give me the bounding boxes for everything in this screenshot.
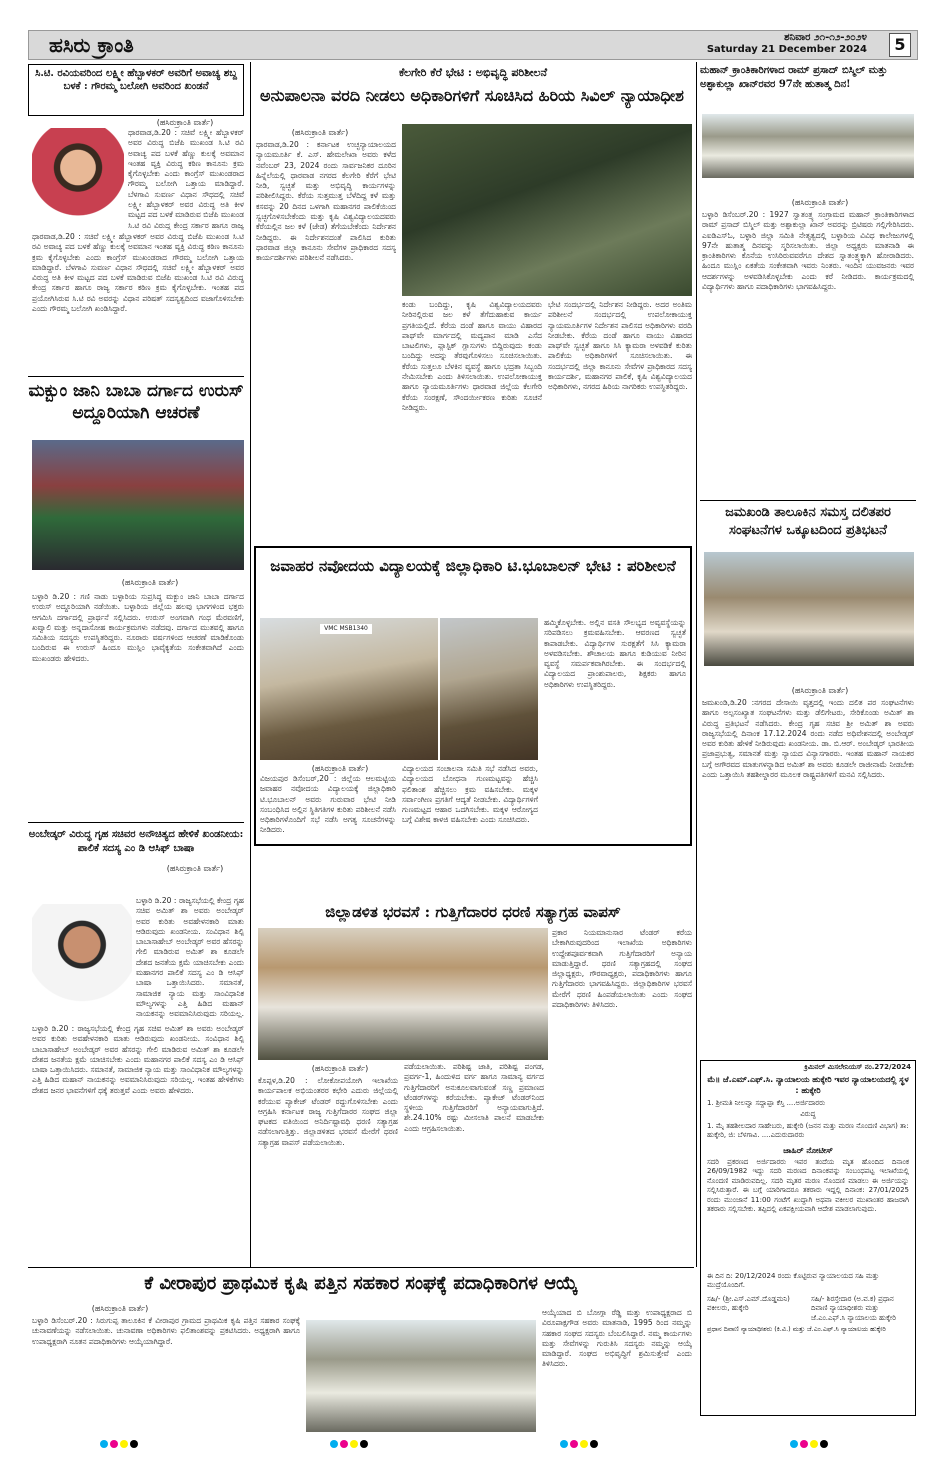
bottom-story-body-left: ಬಳ್ಳಾರಿ ಡಿಸೆಂಬರ್.20 : ಸಿರುಗುಪ್ಪ ತಾಲೂಕಿನ ಕೆ ವೀರಾಪುರ ಗ್ರಾಮದ ಪ್ರಾಥಮಿಕ ಕೃಷಿ ಪತ್ತಿನ ಸಹಕಾರ ಸಂಘಕ್ಕೆ ಚುನಾವಣೆಯನ್ನು ನಡೆಸಲಾಯಿತು. ಚುನಾವಣಾ ಅಧಿಕಾರಿಗಳು ಫಲಿತಾಂಶವನ್ನು ಪ್ರಕಟಿಸಿದರು. ಅಧ್ಯಕ್ಷರಾಗಿ ಹಾಗೂ ಉಪಾಧ್ಯಕ್ಷರಾಗಿ ನೂತನ ಪದಾಧಿಕಾರಿಗಳು ಆಯ್ಕೆಯಾಗಿದ್ದಾರೆ.: [32, 1316, 300, 1346]
col1-story3-credit: (ಹಸಿರುಕ್ರಾಂತಿ ವಾರ್ತೆ): [166, 864, 224, 873]
divider: [28, 376, 244, 377]
registration-dot: [100, 1440, 108, 1448]
dargah-urus-photo: [32, 440, 244, 570]
notice-item-1: 1. ಶ್ರೀಮತಿ ನೀಲವ್ವಾ ಸದ್ದಾಪ್ಪಾ ಕೆಸ್ತಿ ....ಅರ್ಜಿದಾರರು: [707, 1098, 826, 1107]
col1-story2-credit: (ಹಸಿರುಕ್ರಾಂತಿ ವಾರ್ತೆ): [121, 578, 179, 587]
col2-story2-headline: ಜವಾಹರ ನವೋದಯ ವಿದ್ಯಾಲಯಕ್ಕೆ ಜಿಲ್ಲಾಧಿಕಾರಿ ಟಿ.ಭೂಬಾಲನ್ ಭೇಟಿ : ಪರಿಶೀಲನೆ: [270, 557, 676, 575]
col3-story2-credit: (ಹಸಿರುಕ್ರಾಂತಿ ವಾರ್ತೆ): [791, 686, 849, 695]
notice-case-number: ಕ್ರಿಮಿನಲ್ ಮಿಸಲೇನಿಯಸ್ ನಂ.272/2024: [804, 1063, 911, 1071]
registration-dot: [820, 1440, 828, 1448]
masthead: [28, 30, 918, 60]
registration-dot: [330, 1440, 338, 1448]
notice-date: ಈ ದಿನ ದಿ: 20/12/2024 ರಂದು ಕೊಟ್ಟಿರುವ ನ್ಯಾಯಾಲಯದ ಸಹಿ ಮತ್ತು ಮುದ್ರೆಯೊಂದಿಗೆ.: [707, 1271, 880, 1289]
lake-inspection-photo: [402, 124, 692, 296]
registration-dot: [350, 1440, 358, 1448]
col2-story3-credit: (ಹಸಿರುಕ್ರಾಂತಿ ವಾರ್ತೆ): [311, 1064, 369, 1073]
col3-story2-headline: ಜಮಖಂಡಿ ತಾಲೂಕಿನ ಸಮಸ್ತ ದಲಿತಪರ ಸಂಘಟನೆಗಳ ಒಕ್ಕೂಟದಿಂದ ಪ್ರತಿಭಟನೆ: [725, 505, 891, 538]
martyrs-day-photo: [702, 114, 914, 178]
col2-story3-body-left: ಕೊಪ್ಪಳ,ಡಿ.20 : ಲೋಕೋಪಯೋಗಿ ಇಲಾಖೆಯ ಕಾರ್ಯಪಾಲಕ ಅಭಿಯಂತರರ ಕಛೇರಿ ಎದುರು ಜಿಲ್ಲೆಯಲ್ಲಿ ಕರೆಯುವ ಪ್ಯಾಕೇಜ್ ಟೆಂಡರ್ ರದ್ದುಗೊಳಿಸಬೇಕು ಎಂದು ಆಗ್ರಹಿಸಿ ಕರ್ನಾಟಕ ರಾಜ್ಯ ಗುತ್ತಿಗೆದಾರರ ಸಂಘದ ಜಿಲ್ಲಾ ಘಟಕದ ವತಿಯಿಂದ ಅನಿರ್ದಿಷ್ಟಾವಧಿ ಧರಣಿ ಸತ್ಯಾಗ್ರಹ ನಡೆಸಲಾಗುತ್ತಿತ್ತು. ಜಿಲ್ಲಾಡಳಿತದ ಭರವಸೆ ಮೇರೆಗೆ ಧರಣಿ ಸತ್ಯಾಗ್ರಹ ವಾಪಸ್ ಪಡೆಯಲಾಯಿತು.: [258, 1076, 398, 1147]
page-number: 5: [889, 33, 911, 57]
registration-dot: [800, 1440, 808, 1448]
col2-story2-credit: (ಹಸಿರುಕ್ರಾಂತಿ ವಾರ್ತೆ): [311, 764, 369, 773]
col3-story1-headline: ಮಹಾನ್ ಕ್ರಾಂತಿಕಾರಿಗಳಾದ ರಾಮ್ ಪ್ರಸಾದ್ ಬಿಸ್ಮಿಲ್ ಮತ್ತು ಅಶ್ಫಾಕುಲ್ಲಾ ಖಾನ್‌ರವರ 97ನೇ ಹುತಾತ್ಮ ದಿನ!: [700, 65, 888, 90]
politician-portrait-photo: [32, 128, 124, 232]
court-notice-box: [700, 1060, 916, 1416]
registration-dot: [590, 1440, 598, 1448]
school-meeting-photo: [260, 618, 438, 760]
col1-story1-body: ಧಾರವಾಡ,ಡಿ.20 : ಸಚಿವೆ ಲಕ್ಷ್ಮೀ ಹೆಬ್ಬಾಳಕರ್ ಅವರ ವಿರುದ್ಧ ಬಿಜೆಪಿ ಮುಖಂಡ ಸಿ.ಟಿ ರವಿ ಅವಾಚ್ಯ ಪದ ಬಳಕೆ ಹೆಣ್ಣು ಕುಲಕ್ಕೆ ಅವಮಾನ ಇಂತಹ ವ್ಯಕ್ತಿ ವಿರುದ್ಧ ಕಠಿಣ ಕಾನೂನು ಕ್ರಮ ಕೈಗೊಳ್ಳಬೇಕು ಎಂದು ಕಾಂಗ್ರೆಸ್ ಮುಖಂಡರಾದ ಗೌರಮ್ಮ ಬಲೋಗಿ ಒತ್ತಾಯ ಮಾಡಿದ್ದಾರೆ. ಬೆಳಗಾವಿ ಸುವರ್ಣ ವಿಧಾನ ಸೌಧದಲ್ಲಿ ಸಚಿವೆ ಲಕ್ಷ್ಮೀ ಹೆಬ್ಬಾಳಕರ್ ಅವರ ವಿರುದ್ಧ ಅತಿ ಕೀಳ ಮಟ್ಟದ ಪದ ಬಳಕೆ ಮಾಡಿರುವ ಬಿಜೆಪಿ ಮುಖಂಡ ಸಿ.ಟಿ ರವಿ ವಿರುದ್ಧ ಕೇಂದ್ರ ಸರ್ಕಾರ ಹಾಗೂ ರಾಜ್ಯ ಸರ್ಕಾರ ಕಠಿಣ ಕ್ರಮ ಕೈಗೊಳ್ಳಬೇಕು. ಇಂತಹ ಪದ ಪ್ರಯೋಗಿಸಿರುವ ಸಿ.ಟಿ ರವಿ ಅವರನ್ನು ವಿಧಾನ ಪರಿಷತ್ ಸದಸ್ಯತ್ವದಿಂದ ವಜಾಗೊಳಿಸಬೇಕು ಎಂದು ಗೌರಮ್ಮ ಬಲೋಗಿ ಖಂಡಿಸಿದ್ದಾರೆ.: [32, 232, 244, 314]
registration-dot: [110, 1440, 118, 1448]
col1-story2-body: ಬಳ್ಳಾರಿ ಡಿ.20 : ಗಣಿ ನಾಡು ಬಳ್ಳಾರಿಯ ಸುಪ್ರಸಿದ್ಧ ಮಕ್ಬುಂ ಜಾನಿ ಬಾಬಾ ದರ್ಗಾದ ಉರುಸ್ ಅದ್ದೂರಿಯಾಗಿ ನಡೆಯಿತು. ಬಳ್ಳಾರಿಯ ಜಿಲ್ಲೆಯ ಹಲವು ಭಾಗಗಳಿಂದ ಭಕ್ತರು ಆಗಮಿಸಿ ದರ್ಗಾದಲ್ಲಿ ಪ್ರಾರ್ಥನೆ ಸಲ್ಲಿಸಿದರು. ಉರುಸ್ ಅಂಗವಾಗಿ ಗಂಧ ಮೆರವಣಿಗೆ, ಖವ್ವಾಲಿ ಮತ್ತು ಅನ್ನದಾಸೋಹ ಕಾರ್ಯಕ್ರಮಗಳು ನಡೆದವು. ದರ್ಗಾದ ಮುತವಲ್ಲಿ ಹಾಗೂ ಸಮಿತಿಯ ಸದಸ್ಯರು ಉಪಸ್ಥಿತರಿದ್ದರು. ನೂರಾರು ವರ್ಷಗಳಿಂದ ಆಚರಣೆ ಮಾಡಿಕೊಂಡು ಬಂದಿರುವ ಈ ಉರುಸ್ ಹಿಂದೂ ಮುಸ್ಲಿಂ ಭಾವೈಕ್ಯತೆಯ ಸಂಕೇತವಾಗಿದೆ ಎಂದು ಮುಖಂಡರು ಹೇಳಿದರು.: [32, 592, 244, 663]
col1-story2-headline: ಮಕ್ಬುಂ ಜಾನಿ ಬಾಬಾ ದರ್ಗಾದ ಉರುಸ್ ಅದ್ದೂರಿಯಾಗಿ ಆಚರಣೆ: [28, 381, 244, 423]
col1-story1-credit: (ಹಸಿರುಕ್ರಾಂತಿ ವಾರ್ತೆ): [156, 118, 214, 127]
col1-story3-body-top: ಬಳ್ಳಾರಿ ಡಿ.20 : ರಾಜ್ಯಸಭೆಯಲ್ಲಿ ಕೇಂದ್ರ ಗೃಹ ಸಚಿವ ಅಮಿತ್ ಶಾ ಅವರು ಅಂಬೇಡ್ಕರ್ ಅವರ ಕುರಿತು ಅವಹೇಳನಕಾರಿ ಮಾತು ಆಡಿರುವುದು ಖಂಡನೀಯ. ಸಂವಿಧಾನ ಶಿಲ್ಪಿ ಬಾಬಾಸಾಹೇಬ್ ಅಂಬೇಡ್ಕರ್ ಅವರ ಹೆಸರನ್ನು ಗೇಲಿ ಮಾಡಿರುವ ಅಮಿತ್ ಶಾ ಕೂಡಲೇ ದೇಶದ ಜನತೆಯ ಕ್ಷಮೆ ಯಾಚಿಸಬೇಕು ಎಂದು ಮಹಾನಗರ ಪಾಲಿಕೆ ಸದಸ್ಯ ಎಂ ಡಿ ಆಸಿಫ್ ಬಾಷಾ ಒತ್ತಾಯಿಸಿದರು. ಸಮಾನತೆ, ಸಾಮಾಜಿಕ ನ್ಯಾಯ ಮತ್ತು ಸಾಂವಿಧಾನಿಕ ಮೌಲ್ಯಗಳನ್ನು ಎತ್ತಿ ಹಿಡಿದ ಮಹಾನ್ ನಾಯಕನನ್ನು ಅವಮಾನಿಸಿರುವುದು ಸರಿಯಲ್ಲ.: [136, 896, 244, 1019]
contractors-protest-photo: [258, 928, 548, 1060]
col2-story2-body-mid: ವಿದ್ಯಾಲಯದ ಸಂಚಾಲನಾ ಸಮಿತಿ ಸಭೆ ನಡೆಸಿದ ಅವರು, ವಿದ್ಯಾಲಯದ ಬೋಧನಾ ಗುಣಮಟ್ಟವನ್ನು ಹೆಚ್ಚಿಸಿ ಫಲಿತಾಂಶ ಹೆಚ್ಚಿಸಲು ಕ್ರಮ ವಹಿಸಬೇಕು. ಮಕ್ಕಳ ಸರ್ವಾಂಗೀಣ ಪ್ರಗತಿಗೆ ಆದ್ಯತೆ ನೀಡಬೇಕು. ವಿದ್ಯಾರ್ಥಿಗಳಿಗೆ ಗುಣಮಟ್ಟದ ಆಹಾರ ಒದಗಿಸಬೇಕು. ಮಕ್ಕಳ ಆರೋಗ್ಯದ ಬಗ್ಗೆ ವಿಶೇಷ ಕಾಳಜಿ ವಹಿಸಬೇಕು ಎಂದು ಸೂಚಿಸಿದರು.: [402, 764, 538, 825]
col2-story1-body-left: ಧಾರವಾಡ,ಡಿ.20 : ಕರ್ನಾಟಕ ಉಚ್ಛನ್ಯಾಯಾಲಯದ ನ್ಯಾಯಮೂರ್ತಿ ಕೆ. ಎಸ್. ಹೇಮಲೇಖಾ ಅವರು ಕಳೆದ ನವೆಂಬರ್ 23, 2024 ರಂದು ಸಾರ್ವಜನಿಕರ ದೂರಿನ ಹಿನ್ನೆಲೆಯಲ್ಲಿ ಧಾರವಾಡ ನಗರದ ಕೆಲಗೇರಿ ಕೆರೆಗೆ ಭೇಟಿ ನೀಡಿ, ಸ್ವಚ್ಛತೆ ಮತ್ತು ಅಭಿವೃದ್ಧಿ ಕಾರ್ಯಗಳನ್ನು ಪರಿಶೀಲಿಸಿದ್ದರು. ಕೆರೆಯ ಸುತ್ತಮುತ್ತ ಬೆಳೆದಿದ್ದ ಕಳೆ ಮತ್ತು ಕಸವನ್ನು 20 ದಿನದ ಒಳಗಾಗಿ ಮಹಾನಗರ ಪಾಲಿಕೆಯಿಂದ ಸ್ವಚ್ಛಗೊಳಿಸಬೇಕೆಂದು ಮತ್ತು ಕೃಷಿ ವಿಶ್ವವಿದ್ಯಾಲಯದವರು ಕೆರೆಯಲ್ಲಿನ ಜಲ ಕಳೆ (ಜೇಡ) ತೆಗೆಯಬೇಕೆಂದು ನಿರ್ದೇಶನ ನೀಡಿದ್ದರು. ಈ ನಿರ್ದೇಶನದಂತೆ ಪಾಲಿಸಿದ ಕುರಿತು ಧಾರವಾಡ ಜಿಲ್ಲಾ ಕಾನೂನು ಸೇವೆಗಳ ಪ್ರಾಧಿಕಾರದ ಸದಸ್ಯ ಕಾರ್ಯದರ್ಶಿಗಳು ಪರಿಶೀಲನೆ ನಡೆಸಿದರು.: [256, 140, 396, 263]
col1-story1-headline-box: [28, 64, 244, 116]
newspaper-name: ಹಸಿರು ಕ್ರಾಂತಿ: [49, 33, 134, 57]
col2-story1-body-mid: ಕಂಡು ಬಂದಿದ್ದು, ಕೃಷಿ ವಿಶ್ವವಿದ್ಯಾಲಯದವರು ನೀರಿನಲ್ಲಿರುವ ಜಲ ಕಳೆ ತೆಗೆದುಹಾಕುವ ಕಾರ್ಯ ಪ್ರಗತಿಯಲ್ಲಿದೆ. ಕೆರೆಯ ದಂಡೆ ಹಾಗೂ ವಾಯು ವಿಹಾರದ ಪಾಥ್‌ವೇ ಮಾರ್ಗದಲ್ಲಿ ಮದ್ಯಪಾನ ಮಾಡಿ ಎಸೆದ ಬಾಟಲಿಗಳು, ಪ್ಲಾಸ್ಟಿಕ್ ಗ್ಲಾಸುಗಳು ಬಿದ್ದಿರುವುದು ಕಂಡು ಬಂದಿದ್ದು ಅದನ್ನು ತೆರವುಗೊಳಿಸಲು ಸೂಚಿಸಲಾಯಿತು. ಕೆರೆಯ ಸುತ್ತಲೂ ಬೆಳಕಿನ ವ್ಯವಸ್ಥೆ ಹಾಗೂ ಭದ್ರತಾ ಸಿಬ್ಬಂದಿ ನೇಮಿಸಬೇಕು ಎಂದು ತಿಳಿಸಲಾಯಿತು. ಉಪಲೋಕಾಯುಕ್ತ ಹಾಗೂ ನ್ಯಾಯಮೂರ್ತಿಗಳು ಧಾರವಾಡ ಜಿಲ್ಲೆಯ ಕೆಲಗೇರಿ ಕೆರೆಯ ಸಂರಕ್ಷಣೆ, ಸೌಂದರ್ಯೀಕರಣ ಕುರಿತು ಸೂಚನೆ ನೀಡಿದ್ದರು.: [402, 300, 542, 412]
bottom-story-headline: ಕೆ ವೀರಾಪುರ ಪ್ರಾಥಮಿಕ ಕೃಷಿ ಪತ್ತಿನ ಸಹಕಾರ ಸಂಘಕ್ಕೆ ಪದಾಧಿಕಾರಿಗಳ ಆಯ್ಕೆ: [144, 1273, 578, 1294]
registration-dot: [570, 1440, 578, 1448]
col3-story1-credit: (ಹಸಿರುಕ್ರಾಂತಿ ವಾರ್ತೆ): [791, 198, 849, 207]
col2-story3-body-right: ಪ್ರಕಾರ ನಿಯಮಾನುಸಾರ ಟೆಂಡರ್ ಕರೆಯ ಬೇಕಾಗಿರುವುದರಿಂದ ಇಲಾಖೆಯ ಅಧಿಕಾರಿಗಳು ಉದ್ದೇಶಪೂರ್ವಕವಾಗಿ ಗುತ್ತಿಗೆದಾರರಿಗೆ ಅನ್ಯಾಯ ಮಾಡುತ್ತಿದ್ದಾರೆ. ಧರಣಿ ಸತ್ಯಾಗ್ರಹದಲ್ಲಿ ಸಂಘದ ಜಿಲ್ಲಾಧ್ಯಕ್ಷರು, ಗೌರವಾಧ್ಯಕ್ಷರು, ಪದಾಧಿಕಾರಿಗಳು ಹಾಗೂ ಗುತ್ತಿಗೆದಾರರು ಭಾಗವಹಿಸಿದ್ದರು. ಜಿಲ್ಲಾಧಿಕಾರಿಗಳ ಭರವಸೆ ಮೇರೆಗೆ ಧರಣಿ ಹಿಂಪಡೆಯಲಾಯಿತು ಎಂದು ಸಂಘದ ಪದಾಧಿಕಾರಿಗಳು ತಿಳಿಸಿದರು.: [552, 928, 692, 1010]
notice-subtitle: ಜಾಹಿರ್ ನೋಟೀಸ್: [783, 1145, 833, 1155]
registration-dot: [560, 1440, 568, 1448]
col1-story1-headline: ಸಿ.ಟಿ. ರವಿಯವರಿಂದ ಲಕ್ಷ್ಮೀ ಹೆಬ್ಬಾಳಕರ್ ಅವರಿಗೆ ಅವಾಚ್ಯ ಶಬ್ದ ಬಳಕೆ : ಗೌರಮ್ಮ ಬಲೋಗಿ ಅವರಿಂದ ಖಂಡನೆ: [35, 68, 237, 92]
notice-title: ಮೆ॥ ಜೆ.ಎಮ್.ಎಫ್.ಸಿ. ನ್ಯಾಯಾಲಯ ಹುಕ್ಕೇರಿ ಇವರ ನ್ಯಾಯಾಲಯದಲ್ಲಿ ಸ್ಥಳ : ಹುಕ್ಕೇರಿ: [707, 1074, 909, 1095]
registration-dot: [130, 1440, 138, 1448]
col3-story2-body: ಜಮಖಂಡಿ,ಡಿ.20 :ನಗರದ ದೇಸಾಯಿ ವೃತ್ತದಲ್ಲಿ ಇಂದು ದಲಿತ ಪರ ಸಂಘಟನೆಗಳು ಹಾಗೂ ಅಲ್ಪಸಂಖ್ಯಾತ ಸಂಘಟನೆಗಳು ಮತ್ತು ಡೆಲಿಗೇಟರು, ಸೇರಿಕೊಂಡು ಅಮಿತ್ ಶಾ ವಿರುದ್ಧ ಪ್ರತಿಭಟನೆ ನಡೆಸಿದರು. ಕೇಂದ್ರ ಗೃಹ ಸಚಿವ ಶ್ರೀ ಅಮಿತ್ ಶಾ ಅವರು ರಾಜ್ಯಸಭೆಯಲ್ಲಿ ದಿನಾಂಕ 17.12.2024 ರಂದು ನಡೆದ ಅಧಿವೇಶನದಲ್ಲಿ ಅಂಬೇಡ್ಕರ್ ಅವರ ಕುರಿತು ಹೇಳಿಕೆ ನೀಡಿರುವುದು ಖಂಡನೀಯ. ಡಾ. ಬಿ.ಆರ್. ಅಂಬೇಡ್ಕರ್ ಭಾರತೀಯ ಪ್ರಜಾಪ್ರಭುತ್ವ, ಸಮಾನತೆ ಮತ್ತು ನ್ಯಾಯದ ವಿನ್ಯಾಸಗಾರರು. ಇಂತಹ ಮಹಾನ್ ನಾಯಕರ ಬಗ್ಗೆ ಅಗೌರವದ ಮಾತುಗಳನ್ನಾಡಿದ ಅಮಿತ್ ಶಾ ಅವರು ಕೂಡಲೇ ರಾಜೀನಾಮೆ ನೀಡಬೇಕು ಎಂದು ಒತ್ತಾಯಿಸಿ ತಹಶೀಲ್ದಾರರ ಮೂಲಕ ರಾಷ್ಟ್ರಪತಿಗಳಿಗೆ ಮನವಿ ಸಲ್ಲಿಸಿದರು.: [702, 698, 914, 780]
column-divider: [250, 62, 251, 1267]
bottom-story-body-right: ಆಯ್ಕೆಯಾದ ಬಿ ಬೋಗ್ಗಾ ರೆಡ್ಡಿ ಮತ್ತು ಉಪಾಧ್ಯಕ್ಷರಾದ ಬಿ ವಿರೂಪಾಕ್ಷಗೌಡ ಅವರು ಮಾತನಾಡಿ, 1995 ರಿಂದ ನಮ್ಮನ್ನು ಸಹಕಾರ ಸಂಘದ ಸದಸ್ಯರು ಬೆಂಬಲಿಸಿದ್ದಾರೆ. ನಮ್ಮ ಕಾರ್ಯಗಳು ಮತ್ತು ಸೇವೆಗಳನ್ನು ಗುರುತಿಸಿ ಸದಸ್ಯರು ನಮ್ಮನ್ನು ಆಯ್ಕೆ ಮಾಡಿದ್ದಾರೆ. ಸಂಘದ ಅಭಿವೃದ್ಧಿಗೆ ಶ್ರಮಿಸುತ್ತೇವೆ ಎಂದು ತಿಳಿಸಿದರು.: [542, 1308, 692, 1369]
col1-story1-body-top: ಧಾರವಾಡ,ಡಿ.20 : ಸಚಿವೆ ಲಕ್ಷ್ಮೀ ಹೆಬ್ಬಾಳಕರ್ ಅವರ ವಿರುದ್ಧ ಬಿಜೆಪಿ ಮುಖಂಡ ಸಿ.ಟಿ ರವಿ ಅವಾಚ್ಯ ಪದ ಬಳಕೆ ಹೆಣ್ಣು ಕುಲಕ್ಕೆ ಅವಮಾನ ಇಂತಹ ವ್ಯಕ್ತಿ ವಿರುದ್ಧ ಕಠಿಣ ಕಾನೂನು ಕ್ರಮ ಕೈಗೊಳ್ಳಬೇಕು ಎಂದು ಕಾಂಗ್ರೆಸ್ ಮುಖಂಡರಾದ ಗೌರಮ್ಮ ಬಲೋಗಿ ಒತ್ತಾಯ ಮಾಡಿದ್ದಾರೆ. ಬೆಳಗಾವಿ ಸುವರ್ಣ ವಿಧಾನ ಸೌಧದಲ್ಲಿ ಸಚಿವೆ ಲಕ್ಷ್ಮೀ ಹೆಬ್ಬಾಳಕರ್ ಅವರ ವಿರುದ್ಧ ಅತಿ ಕೀಳ ಮಟ್ಟದ ಪದ ಬಳಕೆ ಮಾಡಿರುವ ಬಿಜೆಪಿ ಮುಖಂಡ ಸಿ.ಟಿ ರವಿ ವಿರುದ್ಧ ಕೇಂದ್ರ ಸರ್ಕಾರ ಹಾಗೂ ರಾಜ್ಯ: [128, 128, 244, 230]
date-kannada: ಶನಿವಾರ ೨೧-೧೨-೨೦೨೪: [784, 32, 867, 43]
meeting-banner-label: VMC MSB1340: [320, 624, 372, 634]
cooperative-officebearers-photo: [306, 1320, 536, 1432]
registration-dot: [120, 1440, 128, 1448]
school-meeting-photo-2: [440, 618, 538, 760]
col1-story3-headline: ಅಂಬೇಡ್ಕರ್ ವಿರುದ್ಧ ಗೃಹ ಸಚಿವರ ಅನೌಚಿತ್ಯದ ಹೇಳಿಕೆ ಖಂಡನೀಯ: ಪಾಲಿಕೆ ಸದಸ್ಯ ಎಂ ಡಿ ಆಸಿಫ್ ಬಾಷಾ: [28, 829, 244, 854]
col2-story3-body-mid: ಪಡೆಯಲಾಯಿತು. ಪರಿಶಿಷ್ಟ ಜಾತಿ, ಪರಿಶಿಷ್ಟ ಪಂಗಡ, ಪ್ರವರ್ಗ-1, ಹಿಂದುಳಿದ ವರ್ಗ ಹಾಗೂ ಸಾಮಾನ್ಯ ವರ್ಗದ ಗುತ್ತಿಗೆದಾರರಿಗೆ ಅನುಕೂಲವಾಗುವಂತೆ ಸಣ್ಣ ಪ್ರಮಾಣದ ಟೆಂಡರ್‌ಗಳನ್ನು ಕರೆಯಬೇಕು. ಪ್ಯಾಕೇಜ್ ಟೆಂಡರ್‌ನಿಂದ ಸ್ಥಳೀಯ ಗುತ್ತಿಗೆದಾರರಿಗೆ ಅನ್ಯಾಯವಾಗುತ್ತಿದೆ. ಶೇ.24.10% ರಷ್ಟು ಮೀಸಲಾತಿ ಪಾಲನೆ ಮಾಡಬೇಕು ಎಂದು ಆಗ್ರಹಿಸಲಾಯಿತು.: [404, 1062, 544, 1133]
notice-signature-left: ಸಹಿ/- (ಶ್ರೀ.ಎಸ್.ಎಮ್.ದೊಡ್ಡಮನಿ) ವಕೀಲರು, ಹುಕ್ಕೇರಿ: [707, 1294, 790, 1312]
notice-signature-right: ಸಹಿ/- ಶಿರಸ್ತೇದಾರ (ಅ.ವ.ಕ) ಪ್ರಧಾನ ದಿವಾಣಿ ನ್ಯಾಯಾಧೀಶರು ಮತ್ತು ಜೆ.ಎಂ.ಎಫ್.ಸಿ ನ್ಯಾಯಾಲಯ ಹುಕ್ಕೇರಿ: [811, 1294, 896, 1322]
dalit-protest-photo: [704, 552, 914, 666]
col2-kicker: ಕೆಲಗೇರಿ ಕೆರೆ ಭೇಟಿ : ಅಭಿವೃದ್ಧಿ ಪರಿಶೀಲನೆ: [398, 66, 548, 79]
registration-dot: [790, 1440, 798, 1448]
notice-item-2: 1. ಮೈ ತಹಶೀಲದಾರ ಸಾಹೇಬರು, ಹುಕ್ಕೇರಿ (ಜನನ ಮತ್ತು ಮರಣ ನೊಂದಣಿ ವಿಭಾಗ) ತಾ: ಹುಕ್ಕೇರಿ, ಜಿ: ಬೆಳಗಾವಿ. ....ಎದುರುದಾರರು: [707, 1121, 909, 1139]
col2-story2-body-right: ಹಮ್ಮಿಕೊಳ್ಳಬೇಕು. ಅಲ್ಲಿನ ವಸತಿ ಸೌಲಭ್ಯದ ಅವ್ಯವಸ್ಥೆಯನ್ನು ಸರಿಪಡಿಸಲು ಕ್ರಮವಹಿಸಬೇಕು. ಆವರಣದ ಸ್ವಚ್ಛತೆ ಕಾಪಾಡಬೇಕು. ವಿದ್ಯಾರ್ಥಿಗಳ ಸುರಕ್ಷತೆಗೆ ಸಿಸಿ ಕ್ಯಾಮರಾ ಅಳವಡಿಸಬೇಕು. ಶೌಚಾಲಯ ಹಾಗೂ ಕುಡಿಯುವ ನೀರಿನ ವ್ಯವಸ್ಥೆ ಸಮರ್ಪಕವಾಗಿರಬೇಕು. ಈ ಸಂದರ್ಭದಲ್ಲಿ ವಿದ್ಯಾಲಯದ ಪ್ರಾಂಶುಪಾಲರು, ಶಿಕ್ಷಕರು ಹಾಗೂ ಅಧಿಕಾರಿಗಳು ಉಪಸ್ಥಿತರಿದ್ದರು.: [544, 618, 686, 689]
corporator-portrait-photo: [32, 904, 132, 1020]
col2-story3-headline: ಜಿಲ್ಲಾಡಳಿತ ಭರವಸೆ : ಗುತ್ತಿಗೆದಾರರ ಧರಣಿ ಸತ್ಯಾಗ್ರಹ ವಾಪಸ್: [325, 903, 621, 921]
registration-dot: [340, 1440, 348, 1448]
registration-dot: [580, 1440, 588, 1448]
col1-story3-body: ಬಳ್ಳಾರಿ ಡಿ.20 : ರಾಜ್ಯಸಭೆಯಲ್ಲಿ ಕೇಂದ್ರ ಗೃಹ ಸಚಿವ ಅಮಿತ್ ಶಾ ಅವರು ಅಂಬೇಡ್ಕರ್ ಅವರ ಕುರಿತು ಅವಹೇಳನಕಾರಿ ಮಾತು ಆಡಿರುವುದು ಖಂಡನೀಯ. ಸಂವಿಧಾನ ಶಿಲ್ಪಿ ಬಾಬಾಸಾಹೇಬ್ ಅಂಬೇಡ್ಕರ್ ಅವರ ಹೆಸರನ್ನು ಗೇಲಿ ಮಾಡಿರುವ ಅಮಿತ್ ಶಾ ಕೂಡಲೇ ದೇಶದ ಜನತೆಯ ಕ್ಷಮೆ ಯಾಚಿಸಬೇಕು ಎಂದು ಮಹಾನಗರ ಪಾಲಿಕೆ ಸದಸ್ಯ ಎಂ ಡಿ ಆಸಿಫ್ ಬಾಷಾ ಒತ್ತಾಯಿಸಿದರು. ಸಮಾನತೆ, ಸಾಮಾಜಿಕ ನ್ಯಾಯ ಮತ್ತು ಸಾಂವಿಧಾನಿಕ ಮೌಲ್ಯಗಳನ್ನು ಎತ್ತಿ ಹಿಡಿದ ಮಹಾನ್ ನಾಯಕನನ್ನು ಅವಮಾನಿಸಿರುವುದು ಸರಿಯಲ್ಲ. ಇಂತಹ ಹೇಳಿಕೆಗಳು ದೇಶದ ಜನರ ಭಾವನೆಗಳಿಗೆ ಧಕ್ಕೆ ತರುತ್ತವೆ ಎಂದು ಅವರು ಹೇಳಿದರು.: [32, 1024, 244, 1095]
bottom-story-credit: (ಹಸಿರುಕ್ರಾಂತಿ ವಾರ್ತೆ): [91, 1304, 149, 1313]
divider: [700, 500, 916, 501]
registration-dot: [360, 1440, 368, 1448]
divider: [28, 1267, 694, 1268]
notice-body: ಸದರಿ ಪ್ರಕರಣದ ಅರ್ಜಿದಾರರು ಇವರ ತಂದೆಯ ಮೃತ ಹೊಂದಿದ ದಿನಾಂಕ 26/09/1982 ಇದ್ದು ಸದರಿ ಮರಣದ ದಿನಾಂಕವನ್ನು ಸಂಬಂಧಪಟ್ಟ ಇಲಾಖೆಯಲ್ಲಿ ನೊಂದಣಿ ಮಾಡಿರುವದಿಲ್ಲ. ಸದರಿ ಮೃತರ ಮರಣ ನೊಂದಣಿ ಮಾಡಲು ಈ ಅರ್ಜಿಯನ್ನು ಸಲ್ಲಿಸಿರುತ್ತಾರೆ. ಈ ಬಗ್ಗೆ ಯಾರಿಗಾದರೂ ತಕರಾರು ಇದ್ದಲ್ಲಿ ದಿನಾಂಕ: 27/01/2025 ರಂದು ಮುಂಜಾನೆ 11:00 ಗಂಟೆಗೆ ಖುದ್ದಾಗಿ ಅಥವಾ ವಕೀಲರ ಮುಖಾಂತರ ಹಾಜರಾಗಿ ತಕರಾರು ಸಲ್ಲಿಸಬೇಕು. ತಪ್ಪಿದಲ್ಲಿ ಏಕಪಕ್ಷೀಯವಾಗಿ ಆದೇಶ ಮಾಡಲಾಗುವುದು.: [707, 1157, 909, 1213]
col2-story1-headline: ಅನುಪಾಲನಾ ವರದಿ ನೀಡಲು ಅಧಿಕಾರಿಗಳಿಗೆ ಸೂಚಿಸಿದ ಹಿರಿಯ ಸಿವಿಲ್ ನ್ಯಾಯಾಧೀಶ: [260, 86, 684, 105]
col2-story1-credit: (ಹಸಿರುಕ್ರಾಂತಿ ವಾರ್ತೆ): [291, 128, 349, 137]
notice-versus: ವಿರುದ್ಧ: [800, 1110, 816, 1118]
column-divider: [696, 62, 697, 1267]
col2-story1-body-right: ಭೇಟಿ ಸಂದರ್ಭದಲ್ಲಿ ನಿರ್ದೇಶನ ನೀಡಿದ್ದರು. ಅದರ ಅಂತಿಮ ಪರಿಶೀಲನೆ ಸಂದರ್ಭದಲ್ಲಿ ಉಪಲೋಕಾಯುಕ್ತ ನ್ಯಾಯಮೂರ್ತಿಗಳ ನಿರ್ದೇಶನ ಪಾಲಿಸದ ಅಧಿಕಾರಿಗಳು ವರದಿ ನೀಡಬೇಕು. ಕೆರೆಯ ದಂಡೆ ಹಾಗೂ ವಾಯು ವಿಹಾರದ ಪಾಥ್‌ವೇ ಸ್ವಚ್ಛತೆ ಹಾಗೂ ಸಿಸಿ ಕ್ಯಾಮರಾ ಅಳವಡಿಕೆ ಕುರಿತು ಪಾಲಿಕೆಯ ಅಧಿಕಾರಿಗಳಿಗೆ ಸೂಚಿಸಲಾಯಿತು. ಈ ಸಂದರ್ಭದಲ್ಲಿ ಜಿಲ್ಲಾ ಕಾನೂನು ಸೇವೆಗಳ ಪ್ರಾಧಿಕಾರದ ಸದಸ್ಯ ಕಾರ್ಯದರ್ಶಿ, ಮಹಾನಗರ ಪಾಲಿಕೆ, ಕೃಷಿ ವಿಶ್ವವಿದ್ಯಾಲಯದ ಅಧಿಕಾರಿಗಳು, ನಗರದ ಹಿರಿಯ ನಾಗರಿಕರು ಉಪಸ್ಥಿತರಿದ್ದರು.: [548, 300, 692, 392]
registration-dot: [810, 1440, 818, 1448]
divider: [28, 822, 244, 823]
date-english: Saturday 21 December 2024: [706, 44, 867, 55]
notice-court-name: ಪ್ರಧಾನ ದಿವಾಣಿ ನ್ಯಾಯಾಧೀಶರು (ಕಿ.ವಿ.) ಮತ್ತು ಜೆ.ಎಂ.ಎಫ್.ಸಿ ನ್ಯಾಯಾಲಯ ಹುಕ್ಕೇರಿ: [707, 1325, 886, 1333]
col2-story2-body-left: ವಿಜಯಪುರ ಡಿಸೆಂಬರ್,20 : ಜಿಲ್ಲೆಯ ಆಲಮಟ್ಟಿಯ ಜವಾಹರ ನವೋದಯ ವಿದ್ಯಾಲಯಕ್ಕೆ ಜಿಲ್ಲಾಧಿಕಾರಿ ಟಿ.ಭೂಬಾಲನ್ ಅವರು ಗುರುವಾರ ಭೇಟಿ ನೀಡಿ ಸಂಬಂಧಿಸಿದ ಅಲ್ಲಿನ ಸ್ಥಿತಿಗತಿಗಳ ಕುರಿತು ಪರಿಶೀಲನೆ ನಡೆಸಿ ಅಧಿಕಾರಿಗಳೊಂದಿಗೆ ಸಭೆ ನಡೆಸಿ ಅಗತ್ಯ ಸೂಚನೆಗಳನ್ನು ನೀಡಿದರು.: [260, 774, 396, 835]
col3-story1-body: ಬಳ್ಳಾರಿ ಡಿಸೆಂಬರ್.20 : 1927 ಸ್ವಾತಂತ್ರ್ಯ ಸಂಗ್ರಾಮದ ಮಹಾನ್ ಕ್ರಾಂತಿಕಾರಿಗಳಾದ ರಾಮ್ ಪ್ರಸಾದ್ ಬಿಸ್ಮಿಲ್ ಮತ್ತು ಅಶ್ಫಾಕುಲ್ಲಾ ಖಾನ್ ಅವರನ್ನು ಬ್ರಿಟಿಷರು ಗಲ್ಲಿಗೇರಿಸಿದರು. ಎಐಡಿಎಸ್‌ಓ, ಬಳ್ಳಾರಿ ಜಿಲ್ಲಾ ಸಮಿತಿ ನೇತೃತ್ವದಲ್ಲಿ ಬಳ್ಳಾರಿಯ ವಿವಿಧ ಕಾಲೇಜುಗಳಲ್ಲಿ 97ನೇ ಹುತಾತ್ಮ ದಿನವನ್ನು ಸ್ಮರಿಸಲಾಯಿತು. ಜಿಲ್ಲಾ ಅಧ್ಯಕ್ಷರು ಮಾತನಾಡಿ ಈ ಕ್ರಾಂತಿಕಾರಿಗಳು ಕೊನೆಯ ಉಸಿರಿರುವವರೆಗೂ ದೇಶದ ಸ್ವಾತಂತ್ರ್ಯಕ್ಕಾಗಿ ಹೋರಾಡಿದರು. ಹಿಂದೂ ಮುಸ್ಲಿಂ ಏಕತೆಯ ಸಂಕೇತವಾಗಿ ಇವರು ನಿಂತರು. ಇಂದಿನ ಯುವಜನರು ಇವರ ಆದರ್ಶಗಳನ್ನು ಅಳವಡಿಸಿಕೊಳ್ಳಬೇಕು ಎಂದು ಕರೆ ನೀಡಿದರು. ಕಾರ್ಯಕ್ರಮದಲ್ಲಿ ವಿದ್ಯಾರ್ಥಿಗಳು ಹಾಗೂ ಪದಾಧಿಕಾರಿಗಳು ಭಾಗವಹಿಸಿದ್ದರು.: [702, 210, 914, 292]
